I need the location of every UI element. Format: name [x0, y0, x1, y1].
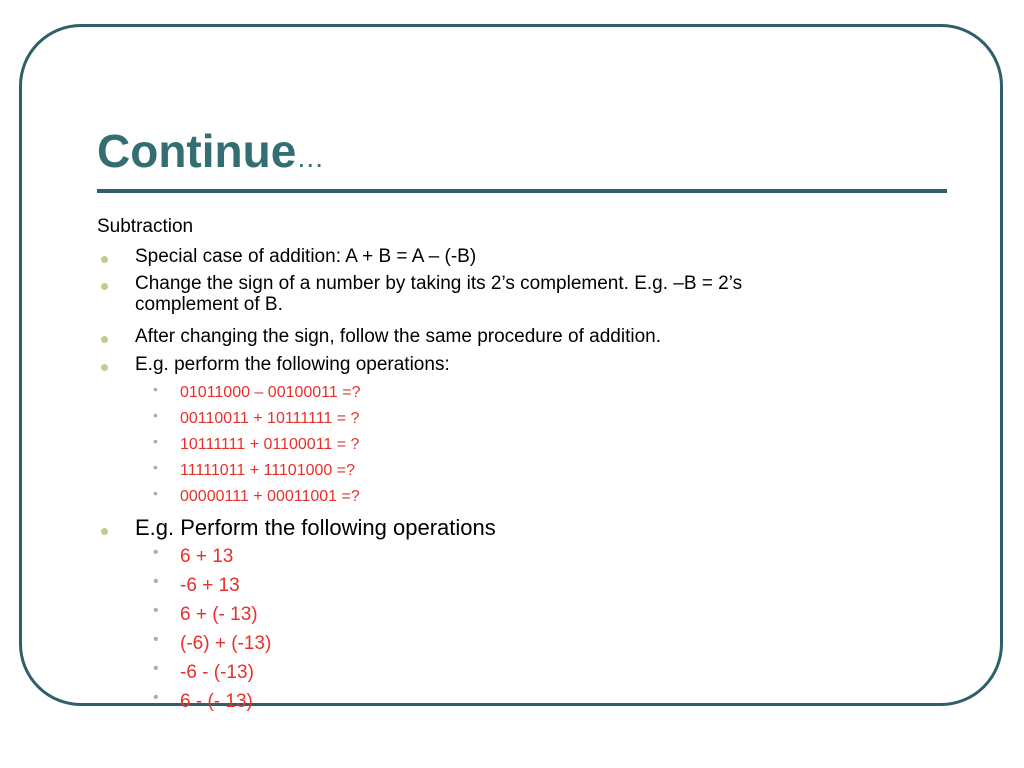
bullet-eg-perform-large: E.g. Perform the following operations: [135, 515, 496, 540]
sub-bullet-dot: •: [153, 381, 158, 397]
binary-op-3: 10111111 + 01100011 = ?: [180, 436, 360, 453]
sub-bullet-dot: •: [153, 573, 159, 590]
sub-bullet-dot: •: [153, 660, 159, 677]
bullet-eg-perform: E.g. perform the following operations:: [135, 354, 450, 375]
title-divider: [97, 189, 947, 193]
decimal-op-4: (-6) + (-13): [180, 633, 272, 654]
bullet-after-changing: After changing the sign, follow the same procedure of addition.: [135, 326, 661, 347]
bullet-dot: [101, 364, 108, 371]
bullet-change-sign-cont: complement of B.: [135, 294, 283, 315]
binary-op-5: 00000111 + 00011001 =?: [180, 488, 360, 505]
sub-bullet-dot: •: [153, 602, 159, 619]
decimal-op-2: -6 + 13: [180, 575, 240, 596]
sub-bullet-dot: •: [153, 485, 158, 501]
bullet-dot: [101, 256, 108, 263]
sub-bullet-dot: •: [153, 459, 158, 475]
binary-op-4: 11111011 + 11101000 =?: [180, 462, 355, 479]
bullet-dot: [101, 336, 108, 343]
bullet-dot: [101, 283, 108, 290]
bullet-special-case: Special case of addition: A + B = A – (-B): [135, 246, 477, 267]
slide-title: [97, 125, 327, 177]
sub-bullet-dot: •: [153, 433, 158, 449]
sub-bullet-dot: •: [153, 407, 158, 423]
decimal-op-3: 6 + (- 13): [180, 604, 258, 625]
binary-op-1: 01011000 – 00100011 =?: [180, 384, 361, 401]
sub-bullet-dot: •: [153, 544, 159, 561]
bullet-change-sign: Change the sign of a number by taking its 2’s complement. E.g. –B = 2’s: [135, 273, 743, 294]
title-text: Continue: [97, 125, 297, 177]
heading-subtraction: Subtraction: [97, 216, 194, 237]
title-ellipsis: …: [296, 142, 327, 173]
bullet-dot: [101, 528, 108, 535]
decimal-op-6: 6 - (- 13): [180, 691, 253, 712]
binary-op-2: 00110011 + 10111111 = ?: [180, 410, 360, 427]
decimal-op-1: 6 + 13: [180, 546, 234, 567]
decimal-op-5: -6 - (-13): [180, 662, 254, 683]
sub-bullet-dot: •: [153, 631, 159, 648]
sub-bullet-dot: •: [153, 689, 159, 706]
